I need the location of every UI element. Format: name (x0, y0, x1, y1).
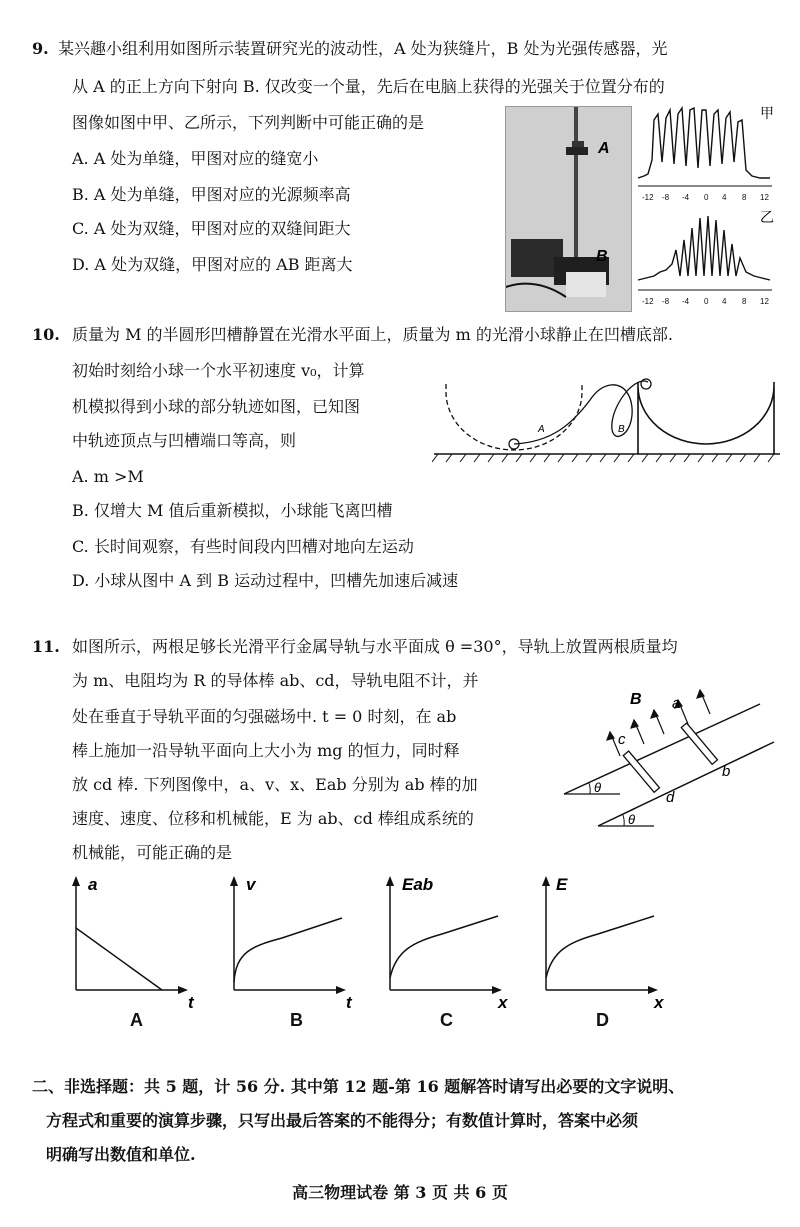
page-footer: 高三物理试卷 第 3 页 共 6 页 (292, 1183, 508, 1202)
svg-text:0: 0 (704, 297, 709, 306)
svg-text:-4: -4 (682, 193, 690, 202)
q9-number: 9. (32, 39, 49, 58)
graph-jia-curve (638, 108, 770, 178)
rod-label-c: c (618, 731, 626, 748)
trajectory-label-b: B (618, 424, 625, 435)
graph-a-y-arrow (72, 876, 80, 886)
q10-option-c: C. 长时间观察，有些时间段内凹槽对地向左运动 (72, 537, 414, 556)
graph-b-y-arrow (230, 876, 238, 886)
q10-stem-line4: 中轨迹顶点与凹槽端口等高，则 (72, 431, 297, 450)
graph-yi-label: 乙 (760, 209, 774, 225)
q9-option-a: A. A 处为单缝，甲图对应的缝宽小 (72, 149, 319, 168)
apparatus-photo (505, 106, 632, 312)
graph-yi-ticks (642, 297, 769, 306)
svg-text:-8: -8 (662, 297, 670, 306)
q10-stem-line1: 质量为 M 的半圆形凹槽静置在光滑水平面上，质量为 m 的光滑小球静止在凹槽底部. (72, 325, 673, 344)
graph-b-xlabel: t (346, 993, 352, 1008)
section2-line2: 方程式和重要的演算步骤，只写出最后答案的不能得分；有数值计算时，答案中必须 (46, 1111, 639, 1130)
svg-text:4: 4 (722, 193, 727, 202)
graph-jia-ticks (642, 193, 769, 202)
ball-top (641, 379, 651, 389)
graph-b-x-arrow (336, 986, 346, 994)
graph-c (378, 872, 518, 1008)
rod-cd (623, 751, 659, 792)
photo-label-a: A (598, 140, 610, 157)
graph-d-y-arrow (542, 876, 550, 886)
section2-line1: 二、非选择题：共 5 题，计 56 分. 其中第 12 题-第 16 题解答时请写出必要的文字说明、 (32, 1077, 685, 1096)
ground-hatch (432, 454, 774, 462)
graph-c-xlabel: x (498, 993, 508, 1008)
q9-option-d: D. A 处为双缝，甲图对应的 AB 距离大 (72, 255, 353, 274)
graph-a-curve (76, 928, 162, 990)
graph-a-xlabel: t (188, 993, 194, 1008)
q11-stem-line2: 为 m、电阻均为 R 的导体棒 ab、cd，导轨电阻不计，并 (72, 671, 479, 690)
groove-final (638, 382, 774, 454)
graph-c-y-arrow (386, 876, 394, 886)
svg-text:-12: -12 (642, 193, 654, 202)
q11-number: 11. (32, 637, 60, 656)
q11-stem-line7: 机械能，可能正确的是 (72, 843, 233, 862)
field-label-b: B (630, 691, 642, 708)
graph-a (64, 872, 204, 1008)
angle-arc-lower (623, 815, 624, 826)
graph-a-option: A (130, 1010, 143, 1030)
q9-stem-line3: 图像如图中甲、乙所示，下列判断中可能正确的是 (72, 113, 425, 132)
q10-option-b: B. 仅增大 M 值后重新模拟，小球能飞离凹槽 (72, 501, 393, 520)
svg-text:4: 4 (722, 297, 727, 306)
q10-stem-line3: 机模拟得到小球的部分轨迹如图，已知图 (72, 397, 361, 416)
graph-yi-curve (638, 216, 770, 280)
intensity-graphs (636, 100, 776, 312)
svg-text:-4: -4 (682, 297, 690, 306)
svg-text:12: 12 (760, 193, 769, 202)
theta-label-upper: θ (594, 780, 602, 795)
graph-b-ylabel: v (246, 875, 256, 894)
q10-option-d: D. 小球从图中 A 到 B 运动过程中，凹槽先加速后减速 (72, 571, 459, 590)
svg-text:8: 8 (742, 297, 747, 306)
q9-stem-line1: 某兴趣小组利用如图所示装置研究光的波动性，A 处为狭缝片，B 处为光强传感器，光 (58, 39, 668, 58)
q11-stem-line5: 放 cd 棒. 下列图像中，a、v、x、Eab 分别为 ab 棒的加 (72, 775, 478, 794)
section2-line3: 明确写出数值和单位. (46, 1145, 196, 1164)
q9-option-c: C. A 处为双缝，甲图对应的双缝间距大 (72, 219, 351, 238)
graph-b-curve (234, 918, 342, 982)
q10-number: 10. (32, 325, 60, 344)
photo-label-b: B (596, 248, 608, 265)
graph-d-xlabel: x (654, 993, 664, 1008)
angle-arc-upper (589, 783, 590, 794)
graph-a-ylabel: a (88, 875, 98, 894)
apparatus-photo-drawing (506, 107, 631, 311)
graph-c-curve (390, 916, 498, 978)
graph-jia-label: 甲 (760, 105, 774, 121)
graph-b-option: B (290, 1010, 303, 1030)
graph-d-curve (546, 916, 654, 978)
svg-text:-8: -8 (662, 193, 670, 202)
rod-ab (681, 723, 717, 764)
graph-d-ylabel: E (556, 875, 568, 894)
q11-stem-line1: 如图所示，两根足够长光滑平行金属导轨与水平面成 θ =30°，导轨上放置两根质量均 (72, 637, 678, 656)
q10-stem-line2: 初始时刻给小球一个水平初速度 v₀，计算 (72, 361, 365, 380)
q11-stem-line4: 棒上施加一沿导轨平面向上大小为 mg 的恒力，同时释 (72, 741, 460, 760)
graph-d (534, 872, 674, 1008)
rod-label-a: a (672, 695, 681, 712)
svg-text:12: 12 (760, 297, 769, 306)
rails-figure (560, 682, 780, 832)
svg-text:8: 8 (742, 193, 747, 202)
rod-label-b: b (722, 763, 731, 780)
svg-text:-12: -12 (642, 297, 654, 306)
graph-c-ylabel: Eab (402, 875, 434, 894)
rod-label-d: d (666, 789, 675, 806)
trajectory-label-a: A (538, 424, 545, 435)
groove-initial-dashed (446, 384, 582, 450)
graph-c-option: C (440, 1010, 453, 1030)
graph-a-x-arrow (178, 986, 188, 994)
trajectory-figure (432, 372, 782, 466)
q10-option-a: A. m >M (72, 467, 144, 486)
q11-stem-line6: 速度、速度、位移和机械能，E 为 ab、cd 棒组成系统的 (72, 809, 474, 828)
q9-stem-line2: 从 A 的正上方向下射向 B. 仅改变一个量，先后在电脑上获得的光强关于位置分布的 (72, 77, 665, 96)
graph-b (222, 872, 362, 1008)
theta-label-lower: θ (628, 812, 636, 827)
trajectory-curve (514, 381, 648, 444)
graph-d-option: D (596, 1010, 609, 1030)
q11-stem-line3: 处在垂直于导轨平面的匀强磁场中. t = 0 时刻，在 ab (72, 707, 457, 726)
q9-option-b: B. A 处为单缝，甲图对应的光源频率高 (72, 185, 351, 204)
svg-text:0: 0 (704, 193, 709, 202)
